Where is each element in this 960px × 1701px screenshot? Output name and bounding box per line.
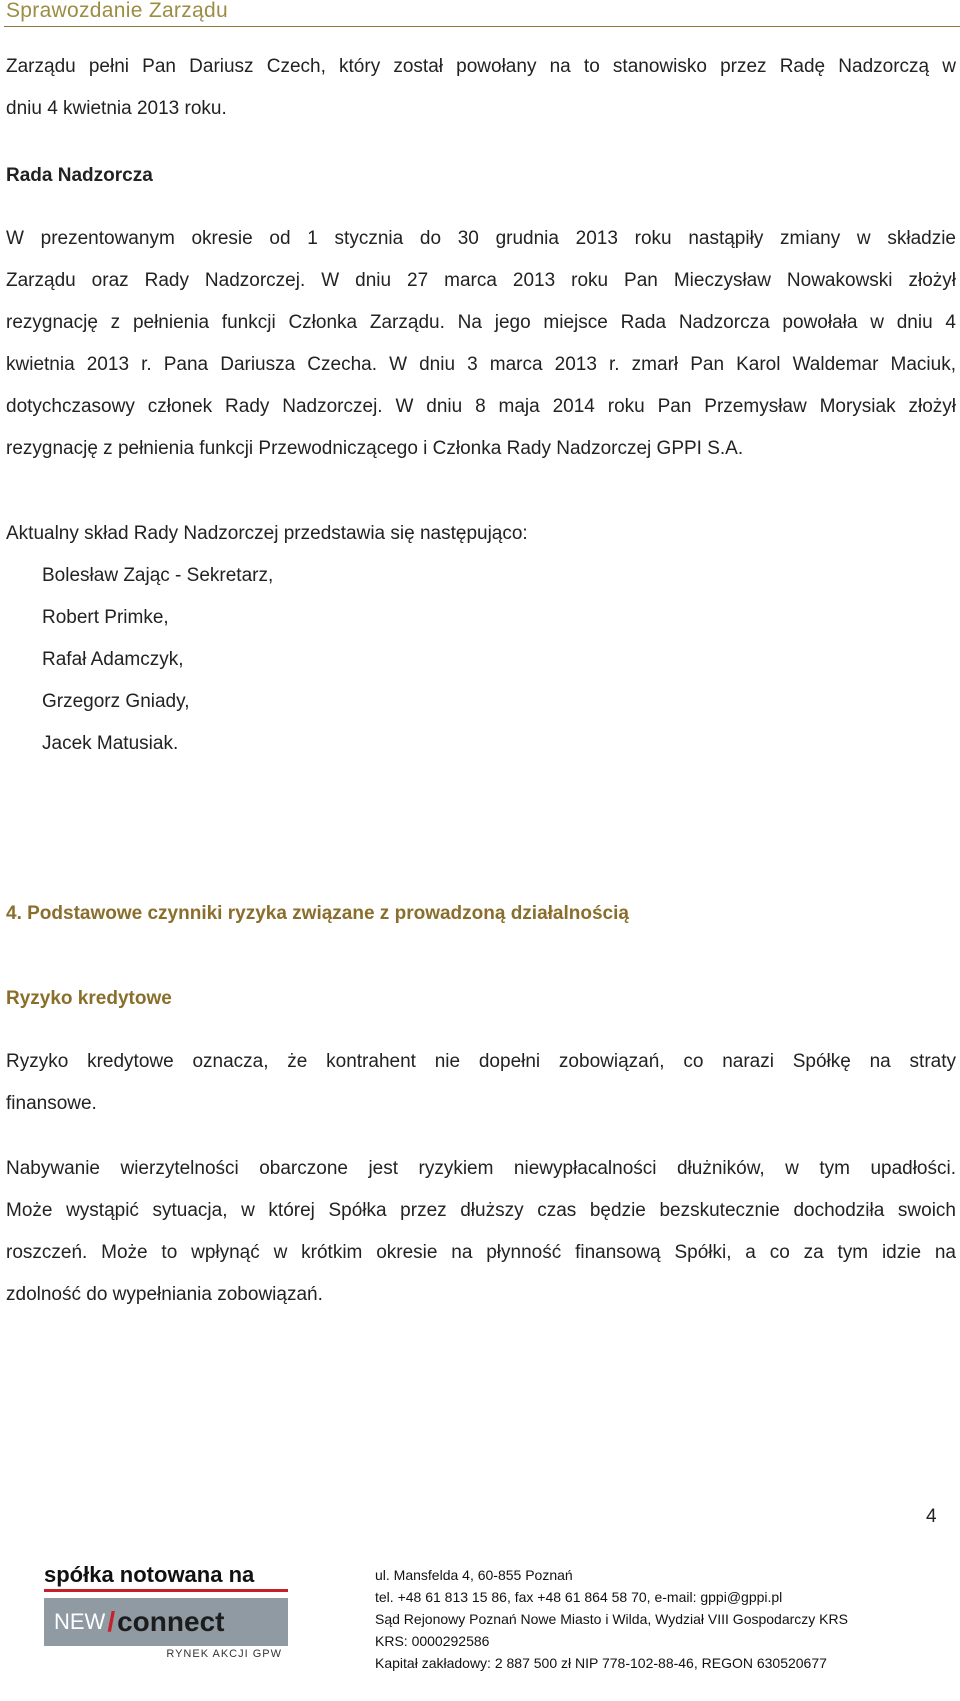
logo-connect: connect (117, 1606, 225, 1637)
footer-capital: Kapitał zakładowy: 2 887 500 zł NIP 778-102-88-46, REGON 630520677 (375, 1655, 827, 1671)
logo-line-3: RYNEK AKCJI GPW (166, 1648, 282, 1660)
intro-line-2: dniu 4 kwietnia 2013 roku. (6, 98, 227, 119)
board-paragraph-line: rezygnację z pełnienia funkcji Przewodniczącego i Członka Rady Nadzorczej GPPI S.A. (6, 438, 744, 459)
logo-line-1: spółka notowana na (44, 1561, 288, 1592)
footer-company-info (375, 1564, 848, 1674)
list-item: Jacek Matusiak. (42, 733, 179, 754)
logo-band (44, 1598, 288, 1646)
risk-paragraph-line: Nabywanie wierzytelności obarczone jest ryzykiem niewypłacalności dłużników, w tym upadłości. (6, 1158, 956, 1179)
board-paragraph-line: W prezentowanym okresie od 1 stycznia do 30 grudnia 2013 roku nastąpiły zmiany w składzie (6, 228, 956, 249)
risk-paragraph-line: zdolność do wypełniania zobowiązań. (6, 1284, 323, 1305)
board-heading: Rada Nadzorcza (6, 165, 153, 186)
board-paragraph-line: rezygnację z pełnienia funkcji Członka Zarządu. Na jego miejsce Rada Nadzorcza powołała w dniu 4 (6, 312, 956, 333)
risk-paragraph-line: roszczeń. Może to wpłynąć w krótkim okresie na płynność finansową Spółki, a co za tym idzie na (6, 1242, 956, 1263)
logo-new: NEW (54, 1609, 106, 1634)
page-header (4, 0, 960, 27)
intro-line-1: Zarządu pełni Pan Dariusz Czech, który został powołany na to stanowisko przez Radę Nadzorczą w (6, 56, 956, 77)
risk-paragraph-line: finansowe. (6, 1093, 97, 1114)
logo-slash: / (107, 1606, 116, 1637)
risk-subheading: Ryzyko kredytowe (6, 988, 172, 1009)
header-title: Sprawozdanie Zarządu (6, 0, 228, 22)
composition-intro: Aktualny skład Rady Nadzorczej przedstawia się następująco: (6, 523, 528, 544)
list-item: Grzegorz Gniady, (42, 691, 190, 712)
board-paragraph-line: kwietnia 2013 r. Pana Dariusza Czecha. W dniu 3 marca 2013 r. zmarł Pan Karol Waldemar Maciuk, (6, 354, 956, 375)
footer-court: Sąd Rejonowy Poznań Nowe Miasto i Wilda, Wydział VIII Gospodarczy KRS (375, 1611, 848, 1627)
board-paragraph-line: Zarządu oraz Rady Nadzorczej. W dniu 27 marca 2013 roku Pan Mieczysław Nowakowski złożył (6, 270, 956, 291)
risk-paragraph-line: Może wystąpić sytuacja, w której Spółka przez dłuższy czas będzie bezskutecznie dochodziła swoich (6, 1200, 956, 1221)
list-item: Bolesław Zając - Sekretarz, (42, 565, 274, 586)
board-paragraph-line: dotychczasowy członek Rady Nadzorczej. W dniu 8 maja 2014 roku Pan Przemysław Morysiak złożył (6, 396, 956, 417)
footer-address: ul. Mansfelda 4, 60-855 Poznań (375, 1567, 573, 1583)
list-item: Rafał Adamczyk, (42, 649, 184, 670)
footer-krs: KRS: 0000292586 (375, 1633, 490, 1649)
footer-contact: tel. +48 61 813 15 86, fax +48 61 864 58 70, e-mail: gppi@gppi.pl (375, 1589, 783, 1605)
risk-paragraph-line: Ryzyko kredytowe oznacza, że kontrahent nie dopełni zobowiązań, co narazi Spółkę na straty (6, 1051, 956, 1072)
section-title: 4. Podstawowe czynniki ryzyka związane z prowadzoną działalnością (6, 903, 629, 924)
newconnect-logo (44, 1561, 288, 1667)
list-item: Robert Primke, (42, 607, 169, 628)
page-number: 4 (926, 1506, 937, 1527)
board-members-list (42, 555, 273, 765)
